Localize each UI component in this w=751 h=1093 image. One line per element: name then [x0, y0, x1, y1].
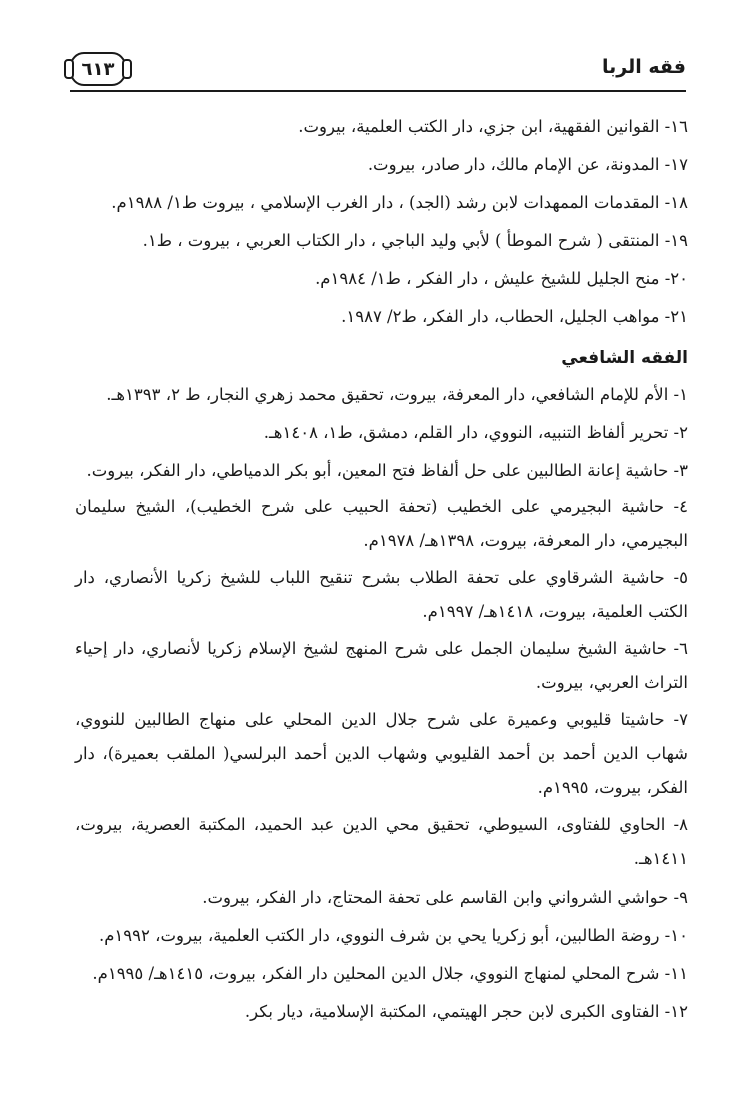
running-title: فقه الربا [602, 56, 686, 78]
bibliography-entry: ١٨- المقدمات الممهدات لابن رشد (الجد) ، دار الغرب الإسلامي ، بيروت ط١/ ١٩٨٨م. [111, 193, 688, 212]
page-number [70, 52, 126, 86]
page-number-text: ٦١٣ [81, 58, 115, 80]
bibliography-entry: ٩- حواشي الشرواني وابن القاسم على تحفة المحتاج، دار الفكر، بيروت. [202, 888, 688, 907]
bibliography-entry: ٢١- مواهب الجليل، الحطاب، دار الفكر، ط٢/ ١٩٨٧. [341, 307, 688, 326]
bibliography-entry: ٤- حاشية البجيرمي على الخطيب (تحفة الحبيب على شرح الخطيب)، الشيخ سليمان البجيرمي، دار المعرفة، بيروت، ١٣٩٨هـ/ ١٩٧٨م. [75, 497, 688, 550]
bibliography-entry: ١٧- المدونة، عن الإمام مالك، دار صادر، بيروت. [367, 155, 688, 174]
bibliography-entry: ٣- حاشية إعانة الطالبين على حل ألفاظ فتح المعين، أبو بكر الدمياطي، دار الفكر، بيروت. [86, 461, 688, 480]
bibliography-entry: ٢٠- منح الجليل للشيخ عليش ، دار الفكر ، ط١/ ١٩٨٤م. [315, 269, 688, 288]
bibliography-entry: ١- الأم للإمام الشافعي، دار المعرفة، بيروت، تحقيق محمد زهري النجار، ط ٢، ١٣٩٣هـ. [106, 385, 688, 404]
page-header [70, 52, 686, 92]
bibliography-entry: ١٦- القوانين الفقهية، ابن جزي، دار الكتب العلمية، بيروت. [298, 117, 688, 136]
header-rule [70, 90, 686, 92]
bibliography-entry: ٢- تحرير ألفاظ التنبيه، النووي، دار القلم، دمشق، ط١، ١٤٠٨هـ. [263, 423, 688, 442]
bibliography-entry: ٨- الحاوي للفتاوى، السيوطي، تحقيق محي الدين عبد الحميد، المكتبة العصرية، بيروت، ١٤١١هـ. [75, 815, 688, 868]
bibliography-entry: ١٢- الفتاوى الكبرى لابن حجر الهيتمي، المكتبة الإسلامية، ديار بكر. [244, 1002, 688, 1021]
bibliography-entry: ٥- حاشية الشرقاوي على تحفة الطلاب بشرح تنقيح اللباب للشيخ زكريا الأنصاري، دار الكتب العلمية، بيروت، ١٤١٨هـ/ ١٩٩٧م. [75, 568, 688, 621]
section-heading: الفقه الشافعي [561, 348, 688, 368]
bibliography-content [75, 108, 688, 1031]
bibliography-entry: ٧- حاشيتا قليوبي وعميرة على شرح جلال الدين المحلي على منهاج الطالبين للنووي، شهاب الدين أحمد بن أحمد القليوبي وشهاب الدين أحمد البرلسي( الملقب بعميرة)، دار الفكر، بيروت، ١٩٩٥م. [75, 710, 688, 797]
bibliography-entry: ١١- شرح المحلي لمنهاج النووي، جلال الدين المحلين دار الفكر، بيروت، ١٤١٥هـ/ ١٩٩٥م. [92, 964, 688, 983]
bibliography-entry: ١٠- روضة الطالبين، أبو زكريا يحي بن شرف النووي، دار الكتب العلمية، بيروت، ١٩٩٢م. [98, 926, 688, 945]
bibliography-entry: ١٩- المنتقى ( شرح الموطأ ) لأبي وليد الباجي ، دار الكتاب العربي ، بيروت ، ط١. [142, 231, 688, 250]
bibliography-entry: ٦- حاشية الشيخ سليمان الجمل على شرح المنهج لشيخ الإسلام زكريا لأنصاري، دار إحياء التراث العربي، بيروت. [75, 639, 688, 692]
